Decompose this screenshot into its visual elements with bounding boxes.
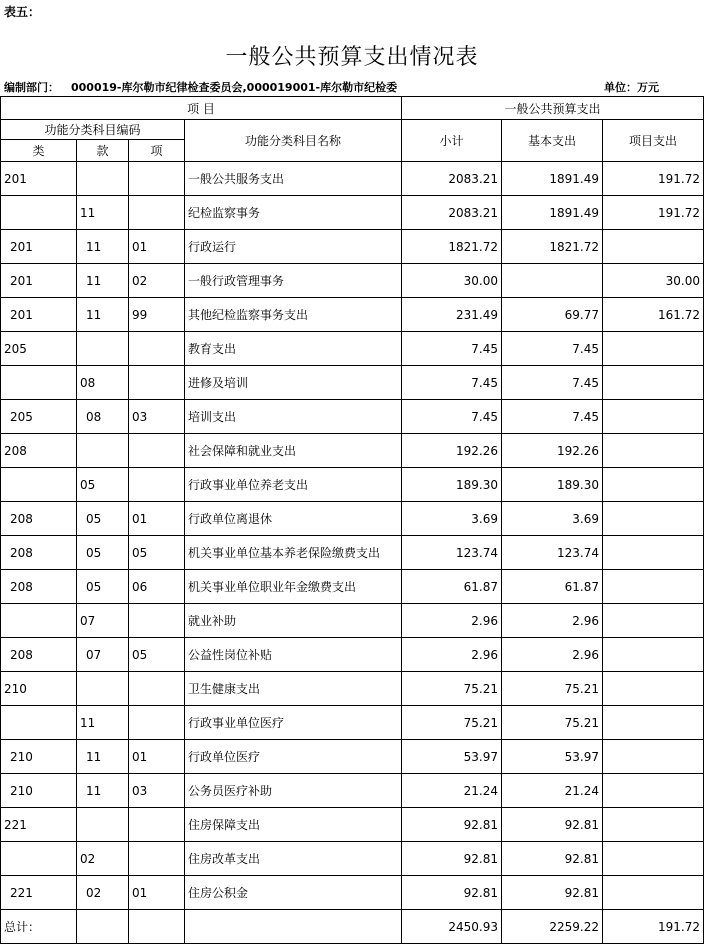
xiang-cell xyxy=(129,842,185,876)
basic-cell: 61.87 xyxy=(502,570,603,604)
subtotal-cell: 92.81 xyxy=(402,808,502,842)
table-row xyxy=(1,876,704,910)
subtotal-cell: 3.69 xyxy=(402,502,502,536)
xiang-cell: 03 xyxy=(129,774,185,808)
xiang-cell xyxy=(129,434,185,468)
name-cell: 卫生健康支出 xyxy=(185,672,402,706)
kuan-cell xyxy=(77,808,129,842)
table-row xyxy=(1,196,704,230)
total-empty-cell xyxy=(129,910,185,944)
table-row xyxy=(1,502,704,536)
total-row xyxy=(1,910,704,944)
kuan-cell: 05 xyxy=(77,502,129,536)
name-cell: 公务员医疗补助 xyxy=(185,774,402,808)
project-cell xyxy=(603,638,704,672)
kuan-cell xyxy=(77,162,129,196)
basic-cell: 192.26 xyxy=(502,434,603,468)
kuan-cell: 07 xyxy=(77,638,129,672)
basic-cell: 1821.72 xyxy=(502,230,603,264)
project-cell xyxy=(603,774,704,808)
kuan-cell xyxy=(77,332,129,366)
kuan-cell: 05 xyxy=(77,468,129,502)
lei-cell: 221 xyxy=(1,876,77,910)
name-cell: 其他纪检监察事务支出 xyxy=(185,298,402,332)
lei-cell: 208 xyxy=(1,638,77,672)
department-label: 编制部门： xyxy=(4,81,59,94)
basic-cell: 21.24 xyxy=(502,774,603,808)
project-cell xyxy=(603,434,704,468)
xiang-cell: 99 xyxy=(129,298,185,332)
xiang-cell xyxy=(129,604,185,638)
total-subtotal-cell: 2450.93 xyxy=(402,910,502,944)
basic-cell: 53.97 xyxy=(502,740,603,774)
table-row xyxy=(1,808,704,842)
project-cell xyxy=(603,876,704,910)
subtotal-cell: 30.00 xyxy=(402,264,502,298)
table-row xyxy=(1,570,704,604)
lei-header: 类 xyxy=(1,140,77,162)
basic-header: 基本支出 xyxy=(502,120,603,162)
lei-cell xyxy=(1,196,77,230)
kuan-cell: 05 xyxy=(77,536,129,570)
kuan-header: 款 xyxy=(77,140,129,162)
xiang-header: 项 xyxy=(129,140,185,162)
xiang-cell xyxy=(129,672,185,706)
project-cell: 161.72 xyxy=(603,298,704,332)
name-cell: 一般行政管理事务 xyxy=(185,264,402,298)
table-row xyxy=(1,468,704,502)
project-cell xyxy=(603,842,704,876)
basic-cell: 3.69 xyxy=(502,502,603,536)
project-cell xyxy=(603,400,704,434)
name-cell: 行政事业单位养老支出 xyxy=(185,468,402,502)
name-cell: 住房改革支出 xyxy=(185,842,402,876)
xiang-cell xyxy=(129,468,185,502)
subtotal-cell: 53.97 xyxy=(402,740,502,774)
basic-cell: 69.77 xyxy=(502,298,603,332)
project-cell xyxy=(603,230,704,264)
subtotal-cell: 7.45 xyxy=(402,332,502,366)
name-cell: 一般公共服务支出 xyxy=(185,162,402,196)
xiang-cell xyxy=(129,196,185,230)
subtotal-cell: 7.45 xyxy=(402,400,502,434)
project-cell xyxy=(603,570,704,604)
name-cell: 就业补助 xyxy=(185,604,402,638)
table-row xyxy=(1,536,704,570)
subtotal-cell: 189.30 xyxy=(402,468,502,502)
lei-cell: 221 xyxy=(1,808,77,842)
table-row xyxy=(1,230,704,264)
budget-group-header: 一般公共预算支出 xyxy=(402,97,704,120)
table-row xyxy=(1,366,704,400)
subtotal-cell: 192.26 xyxy=(402,434,502,468)
basic-cell: 75.21 xyxy=(502,672,603,706)
name-cell: 行政运行 xyxy=(185,230,402,264)
project-cell xyxy=(603,808,704,842)
name-cell: 行政单位医疗 xyxy=(185,740,402,774)
table-row xyxy=(1,604,704,638)
basic-cell: 92.81 xyxy=(502,876,603,910)
table-row xyxy=(1,434,704,468)
project-cell: 191.72 xyxy=(603,162,704,196)
basic-cell: 7.45 xyxy=(502,332,603,366)
name-header: 功能分类科目名称 xyxy=(185,120,402,162)
kuan-cell: 02 xyxy=(77,876,129,910)
kuan-cell: 08 xyxy=(77,366,129,400)
lei-cell: 205 xyxy=(1,332,77,366)
subtotal-cell: 123.74 xyxy=(402,536,502,570)
lei-cell xyxy=(1,468,77,502)
lei-cell: 201 xyxy=(1,230,77,264)
kuan-cell: 11 xyxy=(77,706,129,740)
basic-cell: 123.74 xyxy=(502,536,603,570)
name-cell: 行政单位离退休 xyxy=(185,502,402,536)
project-header: 项目支出 xyxy=(603,120,704,162)
table-row xyxy=(1,706,704,740)
lei-cell: 210 xyxy=(1,774,77,808)
xiang-cell: 01 xyxy=(129,740,185,774)
basic-cell: 1891.49 xyxy=(502,196,603,230)
xiang-cell xyxy=(129,808,185,842)
total-empty-cell xyxy=(185,910,402,944)
table-row xyxy=(1,740,704,774)
kuan-cell: 07 xyxy=(77,604,129,638)
subtotal-cell: 7.45 xyxy=(402,366,502,400)
department-value: 000019-库尔勒市纪律检查委员会,000019001-库尔勒市纪检委 xyxy=(71,81,398,94)
project-cell xyxy=(603,604,704,638)
lei-cell: 210 xyxy=(1,740,77,774)
project-cell xyxy=(603,366,704,400)
budget-table xyxy=(0,96,704,944)
basic-cell: 1891.49 xyxy=(502,162,603,196)
kuan-cell: 11 xyxy=(77,264,129,298)
subtotal-cell: 2.96 xyxy=(402,638,502,672)
lei-cell: 208 xyxy=(1,434,77,468)
code-group-header: 功能分类科目编码 xyxy=(1,120,185,140)
project-cell: 191.72 xyxy=(603,196,704,230)
item-group-header: 项 目 xyxy=(1,97,402,120)
subtotal-cell: 2083.21 xyxy=(402,196,502,230)
name-cell: 培训支出 xyxy=(185,400,402,434)
xiang-cell xyxy=(129,332,185,366)
name-cell: 机关事业单位基本养老保险缴费支出 xyxy=(185,536,402,570)
subtotal-cell: 2083.21 xyxy=(402,162,502,196)
subtotal-cell: 61.87 xyxy=(402,570,502,604)
subtotal-cell: 92.81 xyxy=(402,842,502,876)
basic-cell: 2.96 xyxy=(502,604,603,638)
kuan-cell: 05 xyxy=(77,570,129,604)
table-row xyxy=(1,672,704,706)
kuan-cell: 08 xyxy=(77,400,129,434)
department-line xyxy=(4,79,397,95)
table-row xyxy=(1,842,704,876)
basic-cell: 7.45 xyxy=(502,366,603,400)
project-cell xyxy=(603,536,704,570)
lei-cell xyxy=(1,604,77,638)
project-cell xyxy=(603,706,704,740)
subtotal-cell: 2.96 xyxy=(402,604,502,638)
lei-cell xyxy=(1,842,77,876)
basic-cell: 92.81 xyxy=(502,808,603,842)
xiang-cell: 03 xyxy=(129,400,185,434)
name-cell: 机关事业单位职业年金缴费支出 xyxy=(185,570,402,604)
lei-cell: 201 xyxy=(1,298,77,332)
kuan-cell: 11 xyxy=(77,230,129,264)
xiang-cell: 01 xyxy=(129,876,185,910)
project-cell: 30.00 xyxy=(603,264,704,298)
name-cell: 进修及培训 xyxy=(185,366,402,400)
lei-cell xyxy=(1,706,77,740)
subtotal-cell: 75.21 xyxy=(402,706,502,740)
total-project-cell: 191.72 xyxy=(603,910,704,944)
table-row xyxy=(1,264,704,298)
kuan-cell: 11 xyxy=(77,196,129,230)
lei-cell: 208 xyxy=(1,536,77,570)
lei-cell: 205 xyxy=(1,400,77,434)
total-basic-cell: 2259.22 xyxy=(502,910,603,944)
subtotal-cell: 21.24 xyxy=(402,774,502,808)
project-cell xyxy=(603,672,704,706)
table-label: 表五： xyxy=(4,5,41,19)
kuan-cell: 02 xyxy=(77,842,129,876)
basic-cell: 75.21 xyxy=(502,706,603,740)
table-row xyxy=(1,638,704,672)
subtotal-cell: 92.81 xyxy=(402,876,502,910)
name-cell: 纪检监察事务 xyxy=(185,196,402,230)
subtotal-cell: 75.21 xyxy=(402,672,502,706)
kuan-cell: 11 xyxy=(77,740,129,774)
lei-cell: 208 xyxy=(1,570,77,604)
lei-cell: 201 xyxy=(1,162,77,196)
name-cell: 社会保障和就业支出 xyxy=(185,434,402,468)
basic-cell: 2.96 xyxy=(502,638,603,672)
unit-label: 单位：万元 xyxy=(604,81,659,94)
project-cell xyxy=(603,468,704,502)
name-cell: 行政事业单位医疗 xyxy=(185,706,402,740)
name-cell: 住房公积金 xyxy=(185,876,402,910)
project-cell xyxy=(603,740,704,774)
kuan-cell: 11 xyxy=(77,774,129,808)
basic-cell xyxy=(502,264,603,298)
xiang-cell: 05 xyxy=(129,638,185,672)
xiang-cell: 01 xyxy=(129,230,185,264)
name-cell: 住房保障支出 xyxy=(185,808,402,842)
subtotal-cell: 231.49 xyxy=(402,298,502,332)
table-row xyxy=(1,298,704,332)
table-row xyxy=(1,400,704,434)
lei-cell: 208 xyxy=(1,502,77,536)
table-row xyxy=(1,162,704,196)
xiang-cell: 06 xyxy=(129,570,185,604)
project-cell xyxy=(603,502,704,536)
kuan-cell: 11 xyxy=(77,298,129,332)
page-title: 一般公共预算支出情况表 xyxy=(225,45,479,70)
basic-cell: 189.30 xyxy=(502,468,603,502)
subtotal-header: 小计 xyxy=(402,120,502,162)
total-empty-cell xyxy=(77,910,129,944)
xiang-cell xyxy=(129,366,185,400)
name-cell: 教育支出 xyxy=(185,332,402,366)
xiang-cell xyxy=(129,706,185,740)
total-label: 总计： xyxy=(1,910,77,944)
xiang-cell: 02 xyxy=(129,264,185,298)
xiang-cell: 01 xyxy=(129,502,185,536)
lei-cell: 201 xyxy=(1,264,77,298)
xiang-cell: 05 xyxy=(129,536,185,570)
lei-cell: 210 xyxy=(1,672,77,706)
table-row xyxy=(1,332,704,366)
subtotal-cell: 1821.72 xyxy=(402,230,502,264)
lei-cell xyxy=(1,366,77,400)
xiang-cell xyxy=(129,162,185,196)
table-row xyxy=(1,774,704,808)
project-cell xyxy=(603,332,704,366)
basic-cell: 7.45 xyxy=(502,400,603,434)
name-cell: 公益性岗位补贴 xyxy=(185,638,402,672)
kuan-cell xyxy=(77,672,129,706)
basic-cell: 92.81 xyxy=(502,842,603,876)
kuan-cell xyxy=(77,434,129,468)
